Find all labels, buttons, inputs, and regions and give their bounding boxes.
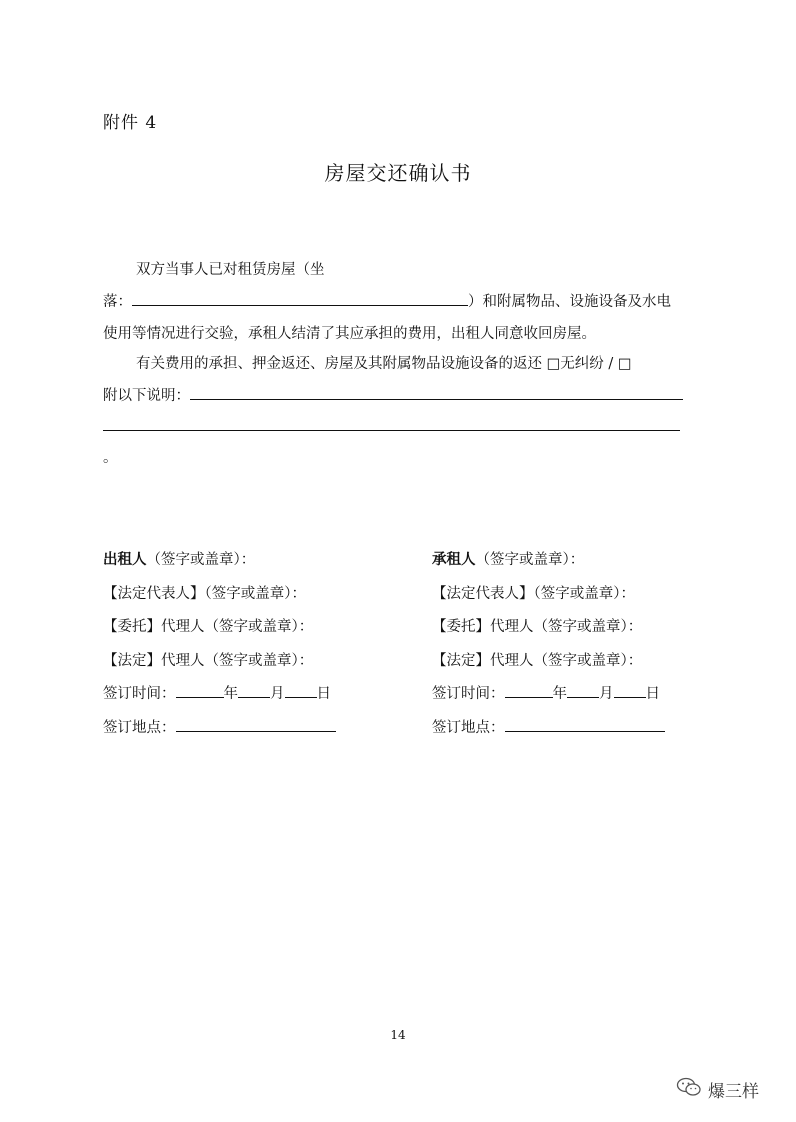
lessee-month-label: 月 bbox=[599, 686, 614, 702]
body-line-7: 。 bbox=[103, 450, 118, 466]
lessor-sign-time-label: 签订时间： bbox=[103, 686, 176, 702]
lessee-entrusted-agent: 【委托】代理人（签字或盖章）： bbox=[432, 619, 643, 635]
page-number: 14 bbox=[390, 1028, 406, 1042]
watermark bbox=[676, 1076, 759, 1103]
explanation-blank[interactable] bbox=[190, 399, 683, 400]
lessee-day-blank[interactable] bbox=[614, 697, 646, 698]
explanation-label: 附以下说明： bbox=[103, 388, 190, 404]
lessor-role-note: （签字或盖章）： bbox=[146, 552, 256, 568]
lessor-sign-place bbox=[103, 716, 336, 737]
lessor-sign-place-label: 签订地点： bbox=[103, 720, 176, 736]
lessor-entrusted-agent: 【委托】代理人（签字或盖章）： bbox=[103, 619, 314, 635]
location-suffix: ）和附属物品、设施设备及水电 bbox=[468, 294, 671, 310]
lessee-year-blank[interactable] bbox=[505, 697, 553, 698]
lessee-sign-time bbox=[432, 682, 660, 703]
lessee-statutory-agent: 【法定】代理人（签字或盖章）： bbox=[432, 653, 643, 669]
location-blank[interactable] bbox=[132, 305, 468, 306]
lessor-year-blank[interactable] bbox=[176, 697, 224, 698]
watermark-text: 爆三样 bbox=[708, 1082, 759, 1102]
body-line-4: 有关费用的承担、押金返还、房屋及其附属物品设施设备的返还 □无纠纷 / □ bbox=[136, 356, 632, 372]
lessee-year-label: 年 bbox=[552, 686, 567, 702]
lessor-day-blank[interactable] bbox=[285, 697, 317, 698]
lessee-sign-place-label: 签订地点： bbox=[432, 720, 505, 736]
lessor-legal-rep: 【法定代表人】（签字或盖章）： bbox=[103, 586, 306, 602]
body-line-3: 使用等情况进行交验，承租人结清了其应承担的费用，出租人同意收回房屋。 bbox=[103, 326, 596, 342]
lessor-year-label: 年 bbox=[223, 686, 238, 702]
body-line-2 bbox=[103, 290, 671, 311]
lessor-month-label: 月 bbox=[270, 686, 285, 702]
lessor-place-blank[interactable] bbox=[176, 731, 336, 732]
lessee-place-blank[interactable] bbox=[505, 731, 665, 732]
lessee-legal-rep: 【法定代表人】（签字或盖章）： bbox=[432, 586, 635, 602]
body-line-5 bbox=[103, 384, 683, 405]
lessor-sign-time bbox=[103, 682, 331, 703]
lessor-month-blank[interactable] bbox=[238, 697, 270, 698]
lessee-month-blank[interactable] bbox=[567, 697, 599, 698]
document-title: 房屋交还确认书 bbox=[324, 161, 472, 185]
lessor-role: 出租人 bbox=[103, 551, 147, 568]
lessor-day-label: 日 bbox=[316, 686, 331, 702]
location-label: 落： bbox=[103, 294, 132, 310]
body-line-1: 双方当事人已对租赁房屋（坐 bbox=[136, 262, 325, 278]
lessee-heading bbox=[432, 548, 584, 569]
lessee-role: 承租人 bbox=[432, 551, 476, 568]
lessee-role-note: （签字或盖章）： bbox=[475, 552, 585, 568]
lessor-heading bbox=[103, 548, 255, 569]
attachment-label: 附件 4 bbox=[103, 113, 158, 133]
lessor-statutory-agent: 【法定】代理人（签字或盖章）： bbox=[103, 653, 314, 669]
explanation-blank-line-2[interactable] bbox=[103, 430, 680, 431]
lessee-day-label: 日 bbox=[645, 686, 660, 702]
lessee-sign-place bbox=[432, 716, 665, 737]
wechat-icon bbox=[676, 1076, 702, 1103]
lessee-sign-time-label: 签订时间： bbox=[432, 686, 505, 702]
